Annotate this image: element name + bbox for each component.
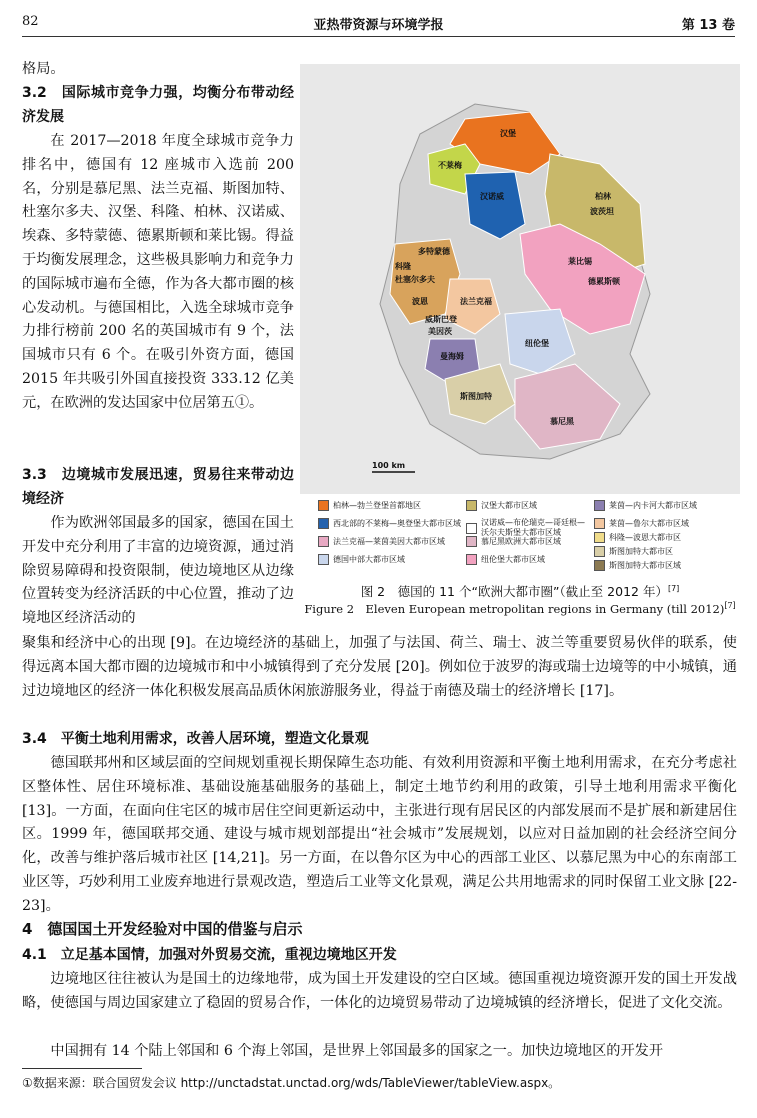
section-3-3-paragraph-col: 作为欧洲邻国最多的国家，德国在国土开发中充分利用了丰富的边境资源，通过消除贸易障碍和投资限制，使边境地区从边缘位置转变为经济活跃的中心位置，推动了边境地区经济活动的 (22, 515, 294, 627)
legend-item: 汉堡大都市区域 (466, 500, 537, 511)
figure-caption-en: Figure 2 Eleven European metropolitan regions in Germany (till 2012)[7] (304, 601, 736, 616)
running-header (22, 10, 735, 37)
map-label-hannover: 汉诺威 (480, 192, 504, 201)
section-3-2-paragraph: 在 2017—2018 年度全球城市竞争力排名中，德国有 12 座城市入选前 200 名，分别是慕尼黑、法兰克福、斯图加特、杜塞尔多夫、汉堡、科隆、柏林、汉诺威、埃森、多特蒙德、德累斯顿和莱比锡。得益于均衡发展理念，这些极具影响力和竞争力的国际城市遍布全德，作为各大都市圈的核心发动机。与德国相比，入选全球城市竞争力排行榜前 200 名的英国城市有 9 个，法国城市只有 6 个。在吸引外资方面，德国 2015 年共吸引外国直接投资 333.12 亿美元，在欧洲的发达国家中位居第五①。 (22, 133, 294, 411)
map-label-leipzig: 莱比锡 (568, 257, 592, 266)
legend-item: 西北部的不莱梅—奥登堡大都市区域 (318, 518, 461, 529)
section-3-3-heading: 3.3 边境城市发展迅速，贸易往来带动边境经济 (22, 467, 294, 507)
map-label-cologne: 科隆 (395, 262, 411, 271)
volume-label: 第 13 卷 (681, 18, 735, 33)
legend-item: 斯图加特大都市区 (594, 546, 673, 557)
map-label-berlin: 柏林 (595, 192, 611, 201)
map-label-nuremberg: 纽伦堡 (525, 339, 549, 348)
legend-item: 纽伦堡大都市区域 (466, 554, 545, 565)
map-label-frankfurt: 法兰克福 (460, 297, 492, 306)
legend-item: 斯图加特大都市区域 (594, 560, 681, 571)
section-3-4-paragraph: 德国联邦州和区域层面的空间规划重视长期保障生态功能、有效利用资源和平衡土地利用需求，在充分考虑社区整体性、居住环境标准、基础设施基础服务的基础上，制定土地节约利用的政策，引导土地利用需求平衡化 [13]。一方面，在面向住宅区的城市居住空间更新运动中，主张进行现有居民区的内部发展而不是扩展和新建居住区。1999 年，德国联邦交通、建设与城市规划部提出“社会城市”发展规划，以应对日益加剧的社会经济空间分化，改善与维护落后城市社区 [14,21]。另一方面，在以鲁尔区为中心的西部工业区、以慕尼黑为中心的东南部工业区等，巧妙利用工业废弃地进行景观改造，塑造后工业等文化景观，满足公共用地需求的同时保留工业文脉 [22-23]。 (22, 755, 737, 914)
section-4-1-paragraph-1: 边境地区往往被认为是国土的边缘地带，成为国土开发建设的空白区域。德国重视边境资源开发的国土开发战略，使德国与周边国家建立了稳固的贸易合作，一体化的边境贸易带动了边境城镇的经济增长，促进了文化交流。 (22, 971, 737, 1011)
map-label-duesseldorf: 杜塞尔多夫 (395, 275, 435, 284)
journal-title: 亚热带资源与环境学报 (313, 18, 444, 33)
map-label-bonn: 波恩 (412, 297, 428, 306)
germany-metropolitan-map (300, 64, 740, 494)
map-label-potsdam: 波茨坦 (590, 207, 614, 216)
continued-text: 格局。 (22, 61, 65, 77)
map-label-mannheim: 曼海姆 (440, 352, 464, 361)
map-label-mainz: 美因茨 (428, 327, 452, 336)
map-label-munich: 慕尼黑 (550, 417, 574, 426)
map-svg (300, 64, 740, 494)
legend-item: 莱茵—内卡河大都市区域 (594, 500, 697, 511)
scale-label: 100 km (372, 461, 406, 470)
footnote: ①数据来源：联合国贸发会议 http://unctadstat.unctad.org/wds/TableViewer/tableView.aspx。 (22, 1076, 561, 1090)
section-3-4-heading: 3.4 平衡土地利用需求，改善人居环境，塑造文化景观 (22, 731, 369, 747)
legend-item: 柏林—勃兰登堡首都地区 (318, 500, 421, 511)
section-3-3-paragraph-full: 聚集和经济中心的出现 [9]。在边境经济的基础上，加强了与法国、荷兰、瑞士、波兰等重要贸易伙伴的联系，使得远离本国大都市圈的边境城市和中小城镇得到了充分发展 [20]。例如位于波罗的海或瑞士边境等的中小城镇，通过边境地区的经济一体化积极发展高品质休闲旅游服务业，得益于南德及瑞士的经济增长 [17]。 (22, 635, 737, 699)
section-4-1-heading: 4.1 立足基本国情，加强对外贸易交流，重视边境地区开发 (22, 947, 397, 963)
legend-item: 科隆—波恩大都市区 (594, 532, 681, 543)
footnote-rule (22, 1068, 142, 1069)
section-4-1-paragraph-2: 中国拥有 14 个陆上邻国和 6 个海上邻国，是世界上邻国最多的国家之一。加快边境地区的开发开 (50, 1043, 664, 1059)
legend-item: 汉诺威—布伦瑞克—哥廷根—沃尔夫斯堡大都市区域 (466, 518, 591, 538)
map-label-bremen: 不莱梅 (438, 161, 462, 170)
section-3-2-heading: 3.2 国际城市竞争力强，均衡分布带动经济发展 (22, 85, 294, 125)
page-number: 82 (22, 14, 39, 29)
legend-item: 德国中部大都市区域 (318, 554, 405, 565)
figure-caption-cn: 图 2 德国的 11 个“欧洲大都市圈”（截止至 2012 年）[7] (360, 583, 680, 599)
section-4-heading: 4 德国国土开发经验对中国的借鉴与启示 (22, 920, 303, 938)
map-label-stuttgart: 斯图加特 (460, 392, 492, 401)
legend-item: 慕尼黑欧洲大都市区域 (466, 536, 561, 547)
legend-item: 法兰克福—莱茵美因大都市区域 (318, 536, 445, 547)
map-label-hamburg: 汉堡 (500, 129, 516, 138)
map-label-wiesbaden: 威斯巴登 (425, 315, 457, 324)
legend-item: 莱茵—鲁尔大都市区域 (594, 518, 689, 529)
map-label-dortmund: 多特蒙德 (418, 247, 450, 256)
map-label-dresden: 德累斯顿 (588, 277, 620, 286)
